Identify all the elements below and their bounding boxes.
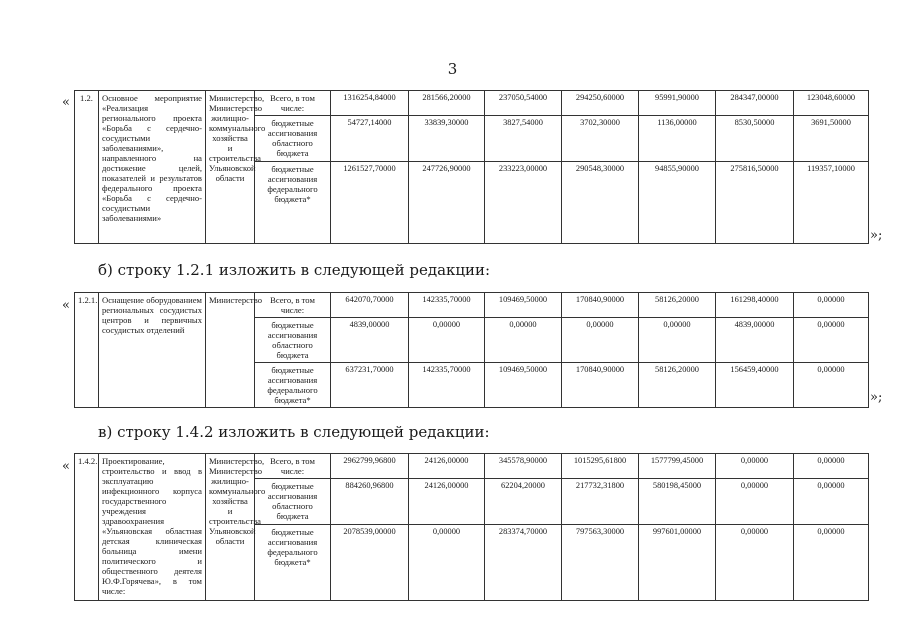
value-cell: 0,00000 (562, 318, 639, 363)
funding-source: бюджетные ассигнования областного бюджета (255, 479, 331, 525)
value-cell: 0,00000 (716, 479, 794, 525)
value-cell: 170840,90000 (562, 363, 639, 408)
row-responsible: Министерство, Министерство жилищно-коммунального хозяйства и строительства Ульяновской области (206, 454, 255, 601)
value-cell: 217732,31800 (562, 479, 639, 525)
value-cell: 247726,90000 (409, 162, 485, 244)
quote-open-1: « (62, 95, 70, 110)
value-cell: 58126,20000 (639, 363, 716, 408)
value-cell: 4839,00000 (331, 318, 409, 363)
value-cell: 0,00000 (409, 318, 485, 363)
value-cell: 0,00000 (794, 454, 869, 479)
funding-source: бюджетные ассигнования областного бюджета (255, 318, 331, 363)
value-cell: 2078539,00000 (331, 525, 409, 601)
value-cell: 0,00000 (794, 293, 869, 318)
funding-source: бюджетные ассигнования федерального бюджета* (255, 363, 331, 408)
value-cell: 0,00000 (794, 479, 869, 525)
row-name: Основное мероприятие «Реализация регионального проекта «Борьба с сердечно-сосудистыми заболеваниями», направленного на достижение целей, показателей и результатов федерального проекта «Борьба с сердечно-сосудистыми заболеваниями» (99, 91, 206, 244)
value-cell: 0,00000 (639, 318, 716, 363)
value-cell: 284347,00000 (716, 91, 794, 116)
value-cell: 3691,50000 (794, 116, 869, 162)
value-cell: 24126,00000 (409, 454, 485, 479)
value-cell: 884260,96800 (331, 479, 409, 525)
value-cell: 119357,10000 (794, 162, 869, 244)
row-name: Оснащение оборудованием региональных сосудистых центров и первичных сосудистых отделений (99, 293, 206, 408)
value-cell: 1577799,45000 (639, 454, 716, 479)
funding-source: Всего, в том числе: (255, 454, 331, 479)
table-row-1-2 (74, 90, 869, 244)
value-cell: 637231,70000 (331, 363, 409, 408)
table-row-1-2-1 (74, 292, 869, 408)
row-code: 1.4.2. (75, 454, 99, 601)
value-cell: 0,00000 (716, 454, 794, 479)
value-cell: 54727,14000 (331, 116, 409, 162)
value-cell: 161298,40000 (716, 293, 794, 318)
value-cell: 1015295,61800 (562, 454, 639, 479)
funding-source: Всего, в том числе: (255, 91, 331, 116)
value-cell: 0,00000 (794, 525, 869, 601)
value-cell: 642070,70000 (331, 293, 409, 318)
value-cell: 3827,54000 (485, 116, 562, 162)
value-cell: 275816,50000 (716, 162, 794, 244)
value-cell: 290548,30000 (562, 162, 639, 244)
value-cell: 142335,70000 (409, 293, 485, 318)
quote-open-2: « (62, 298, 70, 313)
value-cell: 109469,50000 (485, 363, 562, 408)
value-cell: 8530,50000 (716, 116, 794, 162)
quote-close-2: »; (870, 390, 883, 405)
value-cell: 237050,54000 (485, 91, 562, 116)
value-cell: 24126,00000 (409, 479, 485, 525)
value-cell: 283374,70000 (485, 525, 562, 601)
row-responsible: Министерство, Министерство жилищно-коммунального хозяйства и строительства Ульяновской области (206, 91, 255, 244)
page-number: 3 (447, 60, 458, 78)
value-cell: 3702,30000 (562, 116, 639, 162)
value-cell: 156459,40000 (716, 363, 794, 408)
section-heading-1-2-1: б) строку 1.2.1 изложить в следующей редакции: (98, 261, 491, 279)
row-name: Проектирование, строительство и ввод в эксплуатацию инфекционного корпуса государственного учреждения здравоохранения «Ульяновская областная детская клиническая больница имени политического и общественного деятеля Ю.Ф.Горячева», в том числе: (99, 454, 206, 601)
value-cell: 0,00000 (485, 318, 562, 363)
quote-close-1: »; (870, 228, 883, 243)
value-cell: 0,00000 (409, 525, 485, 601)
value-cell: 4839,00000 (716, 318, 794, 363)
value-cell: 0,00000 (794, 318, 869, 363)
value-cell: 142335,70000 (409, 363, 485, 408)
quote-open-3: « (62, 459, 70, 474)
funding-source: бюджетные ассигнования областного бюджета (255, 116, 331, 162)
value-cell: 1136,00000 (639, 116, 716, 162)
row-code: 1.2.1. (75, 293, 99, 408)
funding-source: Всего, в том числе: (255, 293, 331, 318)
value-cell: 33839,30000 (409, 116, 485, 162)
value-cell: 62204,20000 (485, 479, 562, 525)
value-cell: 0,00000 (794, 363, 869, 408)
value-cell: 1261527,70000 (331, 162, 409, 244)
value-cell: 2962799,96800 (331, 454, 409, 479)
value-cell: 997601,00000 (639, 525, 716, 601)
funding-source: бюджетные ассигнования федерального бюджета* (255, 162, 331, 244)
value-cell: 170840,90000 (562, 293, 639, 318)
value-cell: 281566,20000 (409, 91, 485, 116)
value-cell: 123048,60000 (794, 91, 869, 116)
value-cell: 94855,90000 (639, 162, 716, 244)
value-cell: 0,00000 (716, 525, 794, 601)
section-heading-1-4-2: в) строку 1.4.2 изложить в следующей редакции: (98, 423, 490, 441)
value-cell: 294250,60000 (562, 91, 639, 116)
value-cell: 109469,50000 (485, 293, 562, 318)
row-code: 1.2. (75, 91, 99, 244)
row-responsible: Министерство (206, 293, 255, 408)
value-cell: 1316254,84000 (331, 91, 409, 116)
value-cell: 345578,90000 (485, 454, 562, 479)
funding-source: бюджетные ассигнования федерального бюджета* (255, 525, 331, 601)
value-cell: 95991,90000 (639, 91, 716, 116)
table-row-1-4-2 (74, 453, 869, 601)
value-cell: 797563,30000 (562, 525, 639, 601)
value-cell: 233223,00000 (485, 162, 562, 244)
value-cell: 580198,45000 (639, 479, 716, 525)
value-cell: 58126,20000 (639, 293, 716, 318)
